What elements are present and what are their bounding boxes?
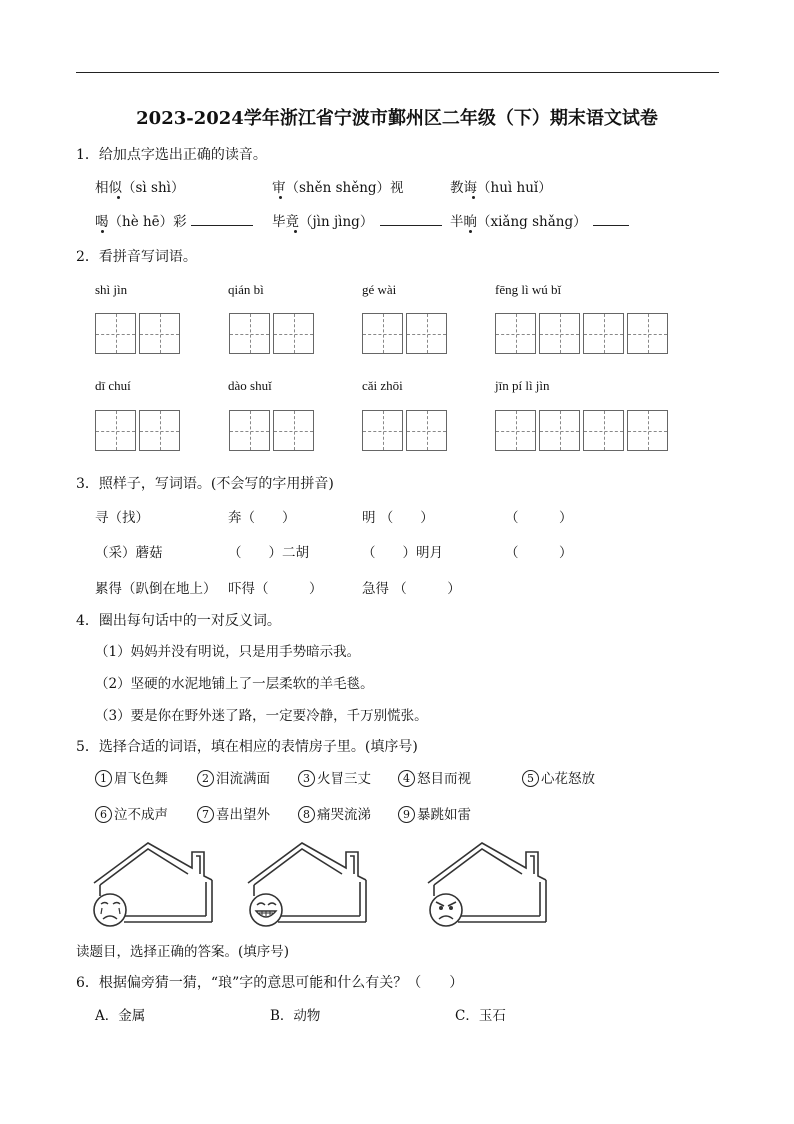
answer-blank[interactable] [191, 213, 253, 226]
q4-sentence: （2）坚硬的水泥地铺上了一层柔软的羊毛毯。 [95, 676, 374, 692]
choice-a[interactable]: A．金属 [95, 1008, 146, 1024]
top-rule [76, 72, 719, 73]
idiom-option: 1 眉飞色舞 [95, 767, 168, 787]
happy-face-house[interactable] [242, 838, 372, 928]
writing-grid-box[interactable] [627, 313, 668, 354]
q3-item: 寻（找） [95, 510, 149, 526]
choice-b[interactable]: B．动物 [270, 1008, 321, 1024]
pinyin-label: dī chuí [95, 378, 131, 393]
emphasis-dot [294, 230, 297, 233]
sad-face-house[interactable] [88, 838, 218, 928]
q3-prompt: 3．照样子，写词语。(不会写的字用拼音) [76, 476, 334, 492]
q3-item: 奔（ ） [228, 510, 296, 526]
writing-grid-box[interactable] [362, 313, 403, 354]
writing-grid-box[interactable] [495, 313, 536, 354]
q1-prompt: 1．给加点字选出正确的读音。 [76, 147, 267, 163]
q3-item: （ ）二胡 [228, 545, 309, 561]
emphasis-dot [469, 230, 472, 233]
q4-prompt: 4．圈出每句话中的一对反义词。 [76, 613, 281, 629]
pinyin-label: cǎi zhōi [362, 378, 403, 393]
q6-prompt: 6．根据偏旁猜一猜，“琅”字的意思可能和什么有关？（ ） [76, 975, 464, 991]
q5-prompt: 5．选择合适的词语，填在相应的表情房子里。(填序号) [76, 739, 418, 755]
writing-grid-box[interactable] [583, 410, 624, 451]
writing-grid-box[interactable] [273, 313, 314, 354]
sad-face-icon [94, 894, 126, 926]
idiom-option: 3 火冒三丈 [298, 767, 371, 787]
pinyin-label: qián bì [228, 282, 264, 297]
idiom-option: 4 怒目而视 [398, 767, 471, 787]
writing-grid-box[interactable] [583, 313, 624, 354]
happy-face-icon [250, 894, 282, 926]
idiom-option: 9 暴跳如雷 [398, 803, 471, 823]
angry-face-house[interactable] [422, 838, 552, 928]
angry-face-icon [430, 894, 462, 926]
emphasis-dot [101, 230, 104, 233]
idiom-option: 5 心花怒放 [522, 767, 595, 787]
q1-item: 相似（sì shì） [95, 180, 185, 196]
emphasis-dot [117, 196, 120, 199]
writing-grid-box[interactable] [273, 410, 314, 451]
writing-grid-box[interactable] [362, 410, 403, 451]
writing-grid-box[interactable] [539, 313, 580, 354]
writing-grid-box[interactable] [495, 410, 536, 451]
writing-grid-box[interactable] [95, 313, 136, 354]
q3-item: 明 （ ） [362, 510, 434, 526]
pinyin-label: jīn pí lì jìn [495, 378, 550, 393]
idiom-option: 7 喜出望外 [197, 803, 270, 823]
q4-sentence: （3）要是你在野外迷了路，一定要冷静，千万别慌张。 [95, 708, 428, 724]
answer-blank[interactable] [593, 213, 629, 226]
answer-blank[interactable] [380, 213, 442, 226]
writing-grid-box[interactable] [139, 410, 180, 451]
q2-prompt: 2．看拼音写词语。 [76, 249, 197, 265]
emphasis-dot [279, 196, 282, 199]
pinyin-label: shì jìn [95, 282, 128, 297]
writing-grid-box[interactable] [539, 410, 580, 451]
emphasis-dot [472, 196, 475, 199]
q1-item: 喝（hè hē）彩 [95, 210, 253, 230]
idiom-option: 6 泣不成声 [95, 803, 168, 823]
writing-grid-box[interactable] [229, 313, 270, 354]
writing-grid-box[interactable] [406, 410, 447, 451]
q3-item: （采）蘑菇 [95, 545, 163, 561]
q3-item: 累得（趴倒在地上） [95, 581, 217, 597]
q3-item: （ ）明月 [362, 545, 443, 561]
q1-item: 审（shěn shěng）视 [272, 180, 404, 196]
q3-item: （ ） [505, 545, 573, 561]
q1-item: 半晌（xiǎng shǎng） [450, 210, 629, 230]
writing-grid-box[interactable] [406, 313, 447, 354]
page-title: 2023-2024学年浙江省宁波市鄞州区二年级（下）期末语文试卷 [136, 108, 658, 129]
section-instruction: 读题目，选择正确的答案。(填序号) [76, 944, 290, 960]
writing-grid-box[interactable] [139, 313, 180, 354]
writing-grid-box[interactable] [627, 410, 668, 451]
q4-sentence: （1）妈妈并没有明说，只是用手势暗示我。 [95, 644, 361, 660]
choice-c[interactable]: C．玉石 [455, 1008, 506, 1024]
pinyin-label: dào shuǐ [228, 378, 272, 393]
idiom-option: 2 泪流满面 [197, 767, 270, 787]
q1-item: 毕竟（jìn jìng） [272, 210, 442, 230]
q3-item: （ ） [505, 510, 573, 526]
q3-item: 吓得（ ） [228, 581, 323, 597]
q1-item: 教诲（huì huǐ） [450, 180, 552, 196]
writing-grid-box[interactable] [95, 410, 136, 451]
idiom-option: 8 痛哭流涕 [298, 803, 371, 823]
writing-grid-box[interactable] [229, 410, 270, 451]
pinyin-label: gé wài [362, 282, 397, 297]
q3-item: 急得 （ ） [362, 581, 461, 597]
pinyin-label: fēng lì wú bǐ [495, 282, 562, 297]
